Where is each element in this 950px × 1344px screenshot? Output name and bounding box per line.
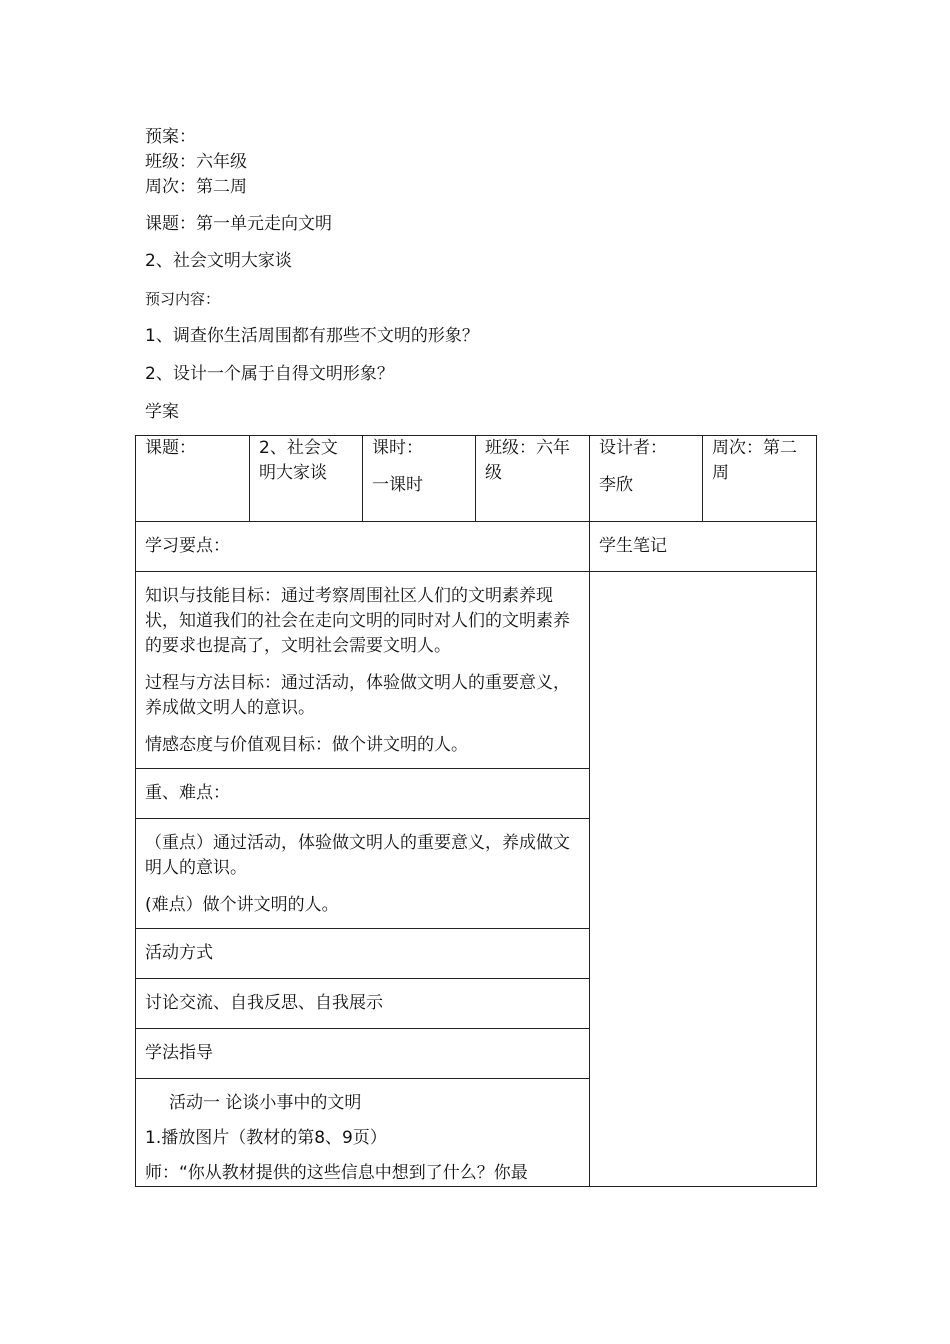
method-label: 学法指导 (136, 1029, 590, 1079)
objectives-cell (136, 572, 590, 769)
difficulty-cell (136, 819, 590, 929)
class-value: 班级：六年级 (485, 438, 570, 483)
activity-cell (136, 1079, 590, 1187)
preview-label: 预案： (145, 127, 196, 147)
activity-title: 活动一 论谈小事中的文明 (169, 1093, 362, 1113)
activity-teacher-line: 师：“你从教材提供的这些信息中想到了什么？你最 (145, 1163, 528, 1183)
class-line: 班级：六年级 (145, 152, 247, 172)
student-notes-area (590, 572, 817, 1187)
activity-mode-label: 活动方式 (136, 929, 590, 979)
objective-process: 过程与方法目标：通过活动，体验做文明人的重要意义，养成做文明人的意识。 (145, 673, 570, 718)
hours-value: 一课时 (372, 475, 423, 495)
topic-value-cell (250, 436, 363, 522)
prestudy-label: 预习内容： (145, 290, 221, 308)
class-cell (476, 436, 590, 522)
key-points-row (136, 522, 817, 572)
topic-label-cell (136, 436, 250, 522)
hours-cell (363, 436, 476, 522)
topic-value: 2、社会文明大家谈 (259, 438, 338, 483)
difficulty-label: 重、难点： (136, 769, 590, 819)
designer-label: 设计者： (599, 438, 667, 458)
objective-attitude: 情感态度与价值观目标：做个讲文明的人。 (145, 735, 468, 755)
objective-knowledge: 知识与技能目标：通过考察周围社区人们的文明素养现状，知道我们的社会在走向文明的同时对人们的文明素养的要求也提高了，文明社会需要文明人。 (145, 586, 570, 656)
week-line: 周次：第二周 (145, 177, 247, 197)
activity-mode-value: 讨论交流、自我反思、自我展示 (136, 979, 590, 1029)
hours-label: 课时： (372, 438, 423, 458)
study-plan-table (135, 435, 817, 1187)
prestudy-item: 1、调查你生活周围都有那些不文明的形象？ (145, 326, 479, 346)
difficulty-hard: (难点）做个讲文明的人。 (145, 895, 339, 915)
designer-cell (590, 436, 703, 522)
header-row (136, 436, 817, 522)
topic-label: 课题： (145, 438, 196, 458)
study-label: 学案 (145, 402, 179, 422)
activity-step: 1.播放图片（教材的第8、9页） (145, 1128, 387, 1148)
designer-value: 李欣 (599, 475, 633, 495)
week-value: 周次：第二周 (712, 438, 797, 483)
difficulty-key: （重点）通过活动，体验做文明人的重要意义，养成做文明人的意识。 (145, 833, 570, 878)
lesson-line: 2、社会文明大家谈 (145, 251, 292, 271)
notes-label: 学生笔记 (590, 522, 817, 572)
prestudy-item: 2、设计一个属于自得文明形象？ (145, 364, 394, 384)
objectives-row (136, 572, 817, 769)
week-cell (703, 436, 817, 522)
topic-line: 课题：第一单元走向文明 (145, 214, 332, 234)
key-points-label: 学习要点： (136, 522, 590, 572)
